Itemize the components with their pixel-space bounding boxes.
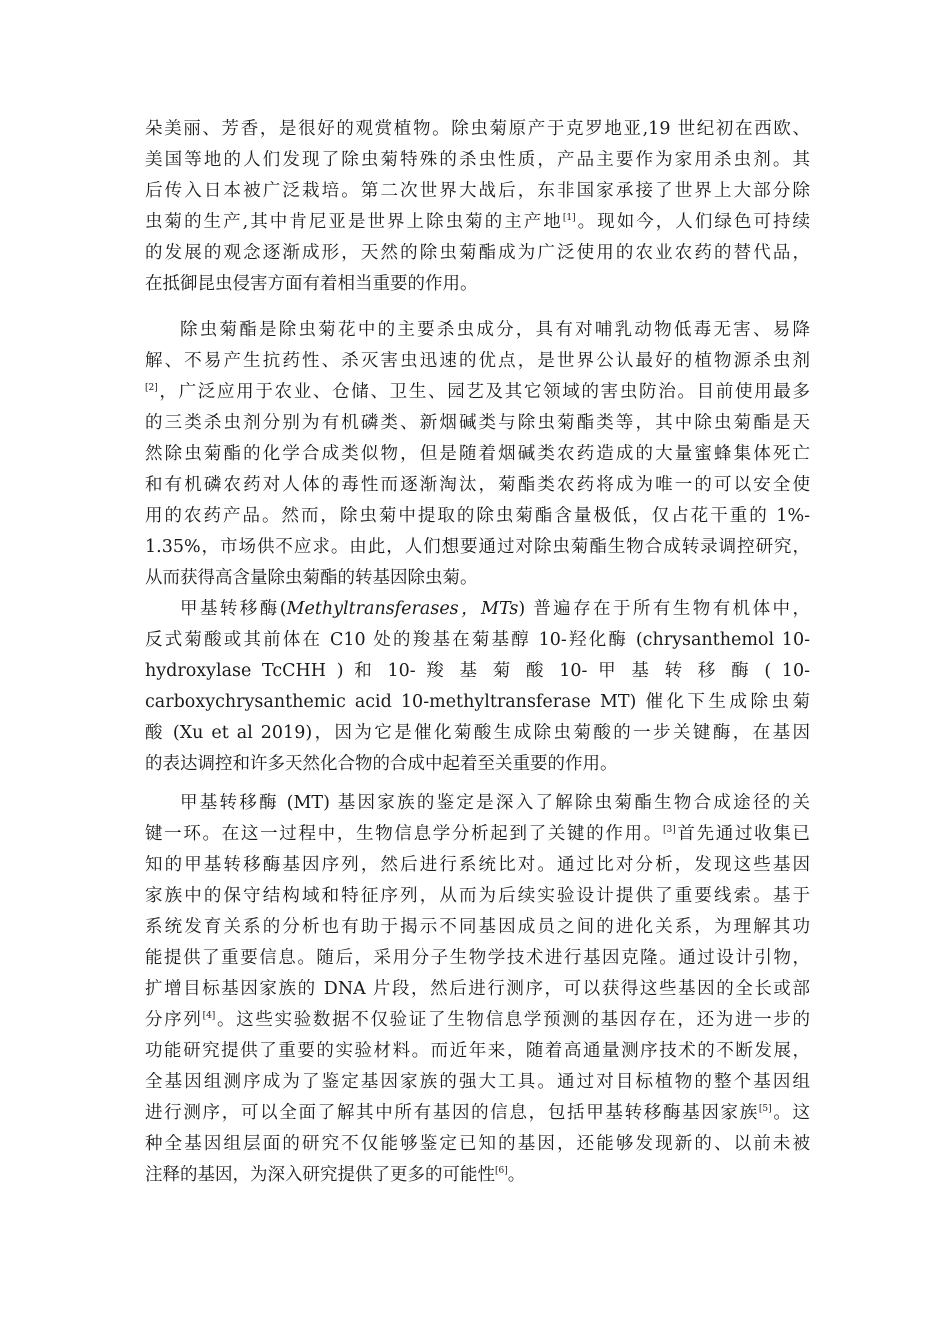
text-segment: 甲基转移酶 (MT) 基因家族的鉴定是深入了解除虫菊酯生物合成途径的关 bbox=[180, 793, 810, 813]
text-segment: 后传入日本被广泛栽培。第二次世界大战后，东非国家承接了世界上大部分除 bbox=[145, 181, 810, 201]
text-segment: 反式菊酸或其前体在 C10 处的羧基在菊基醇 10-羟化酶 (chrysanthemol 10- bbox=[145, 630, 810, 650]
text-segment: 进行测序，可以全面了解其中所有基因的信息，包括甲基转移酶基因家族 bbox=[145, 1103, 759, 1123]
text-segment: 全基因组测序成为了鉴定基因家族的强大工具。通过对目标植物的整个基因组 bbox=[145, 1072, 810, 1092]
text-line bbox=[145, 656, 810, 687]
text-line bbox=[145, 145, 810, 176]
text-line bbox=[145, 408, 810, 439]
text-line bbox=[145, 439, 810, 470]
citation-ref: [6] bbox=[495, 1166, 508, 1177]
text-segment: ) 普遍存在于所有生物有机体中， bbox=[518, 599, 810, 619]
paragraph-1 bbox=[145, 114, 810, 300]
text-segment: ，广泛应用于农业、仓储、卫生、园艺及其它领域的害虫防治。目前使用最多 bbox=[157, 382, 810, 402]
text-segment: 然除虫菊酯的化学合成类似物，但是随着烟碱类农药造成的大量蜜蜂集体死亡 bbox=[145, 444, 810, 464]
text-line bbox=[145, 819, 810, 850]
text-segment: 。这 bbox=[771, 1103, 811, 1123]
text-line bbox=[145, 625, 810, 656]
text-segment: 的表达调控和许多天然化合物的合成中起着至关重要的作用。 bbox=[145, 754, 618, 774]
text-segment: 种全基因组层面的研究不仅能够鉴定已知的基因，还能够发现新的、以前未被 bbox=[145, 1134, 810, 1154]
paragraph-2 bbox=[145, 315, 810, 594]
text-line bbox=[145, 1036, 810, 1067]
citation-ref: [4] bbox=[202, 1011, 216, 1022]
text-segment: 用的农药产品。然而，除虫菊中提取的除虫菊酯含量极低，仅占花干重的 1%- bbox=[145, 506, 810, 526]
text-line bbox=[145, 114, 810, 145]
text-segment: 甲基转移酶( bbox=[180, 599, 287, 619]
text-segment: 家族中的保守结构域和特征序列，从而为后续实验设计提供了重要线索。基于 bbox=[145, 886, 810, 906]
text-segment: 功能研究提供了重要的实验材料。而近年来，随着高通量测序技术的不断发展， bbox=[145, 1041, 810, 1061]
text-segment: 朵美丽、芳香，是很好的观赏植物。除虫菊原产于克罗地亚,19 世纪初在西欧、 bbox=[145, 119, 810, 139]
paragraph-4 bbox=[145, 788, 810, 1191]
text-segment: 在抵御昆虫侵害方面有着相当重要的作用。 bbox=[145, 274, 478, 294]
text-segment: 和有机磷农药对人体的毒性而逐渐淘汰，菊酯类农药将成为唯一的可以安全使 bbox=[145, 475, 810, 495]
text-line bbox=[145, 943, 810, 974]
citation-ref: [1] bbox=[562, 213, 576, 224]
text-line bbox=[145, 687, 810, 718]
text-line bbox=[145, 207, 810, 238]
text-segment: 扩增目标基因家族的 DNA 片段，然后进行测序，可以获得这些基因的全长或部 bbox=[145, 979, 810, 999]
text-line bbox=[145, 377, 810, 408]
paragraph-3 bbox=[145, 594, 810, 780]
text-line bbox=[145, 718, 810, 749]
text-segment: 。这些实验数据不仅验证了生物信息学预测的基因存在，还为进一步的 bbox=[215, 1010, 811, 1030]
text-segment: 美国等地的人们发现了除虫菊特殊的杀虫性质，产品主要作为家用杀虫剂。其 bbox=[145, 150, 810, 170]
citation-ref: [3] bbox=[662, 825, 676, 836]
text-line bbox=[145, 850, 810, 881]
text-line bbox=[145, 974, 810, 1005]
text-segment: Methyltransferases，MTs bbox=[286, 599, 519, 619]
text-line bbox=[145, 1067, 810, 1098]
text-segment: 注释的基因，为深入研究提供了更多的可能性 bbox=[145, 1165, 495, 1185]
text-line bbox=[145, 470, 810, 501]
text-line bbox=[145, 1160, 810, 1191]
text-line bbox=[145, 912, 810, 943]
text-segment: 酸 (Xu et al 2019)，因为它是催化菊酸生成除虫菊酸的一步关键酶，在基因 bbox=[145, 723, 810, 743]
text-segment: 。现如今，人们绿色可持续 bbox=[575, 212, 811, 232]
text-line bbox=[145, 346, 810, 377]
text-line bbox=[145, 563, 810, 594]
text-segment: 首先通过收集已 bbox=[675, 824, 811, 844]
text-segment: 的发展的观念逐渐成形，天然的除虫菊酯成为广泛使用的农业农药的替代品， bbox=[145, 243, 810, 263]
text-line bbox=[145, 315, 810, 346]
text-segment: 1.35%，市场供不应求。由此，人们想要通过对除虫菊酯生物合成转录调控研究， bbox=[145, 537, 810, 557]
text-segment: hydroxylase TcCHH ) 和 10- 羧 基 菊 酸 10- 甲 基 转 移 酶 ( 10- bbox=[145, 661, 810, 681]
text-line bbox=[145, 176, 810, 207]
text-line bbox=[145, 749, 810, 780]
text-line bbox=[145, 1129, 810, 1160]
text-line bbox=[145, 238, 810, 269]
text-segment: 解、不易产生抗药性、杀灭害虫迅速的优点，是世界公认最好的植物源杀虫剂 bbox=[145, 351, 810, 371]
text-segment: carboxychrysanthemic acid 10-methyltransferase MT) 催化下生成除虫菊 bbox=[145, 692, 810, 712]
citation-ref: [5] bbox=[758, 1104, 772, 1115]
text-line bbox=[145, 269, 810, 300]
text-line bbox=[145, 1098, 810, 1129]
text-segment: 系统发育关系的分析也有助于揭示不同基因成员之间的进化关系，为理解其功 bbox=[145, 917, 810, 937]
text-segment: 能提供了重要信息。随后，采用分子生物学技术进行基因克隆。通过设计引物， bbox=[145, 948, 810, 968]
text-segment: 除虫菊酯是除虫菊花中的主要杀虫成分，具有对哺乳动物低毒无害、易降 bbox=[180, 320, 810, 340]
text-segment: 分序列 bbox=[145, 1010, 203, 1030]
text-segment: 虫菊的生产,其中肯尼亚是世界上除虫菊的主产地 bbox=[145, 212, 563, 232]
text-line bbox=[145, 788, 810, 819]
text-line bbox=[145, 532, 810, 563]
text-line bbox=[145, 501, 810, 532]
citation-ref: [2] bbox=[145, 383, 158, 394]
text-line bbox=[145, 1005, 810, 1036]
text-line bbox=[145, 881, 810, 912]
text-line bbox=[145, 594, 810, 625]
text-segment: 键一环。在这一过程中，生物信息学分析起到了关键的作用。 bbox=[145, 824, 663, 844]
text-segment: 。 bbox=[507, 1165, 526, 1185]
text-segment: 从而获得高含量除虫菊酯的转基因除虫菊。 bbox=[145, 568, 478, 588]
text-segment: 知的甲基转移酶基因序列，然后进行系统比对。通过比对分析，发现这些基因 bbox=[145, 855, 810, 875]
text-segment: 的三类杀虫剂分别为有机磷类、新烟碱类与除虫菊酯类等，其中除虫菊酯是天 bbox=[145, 413, 810, 433]
